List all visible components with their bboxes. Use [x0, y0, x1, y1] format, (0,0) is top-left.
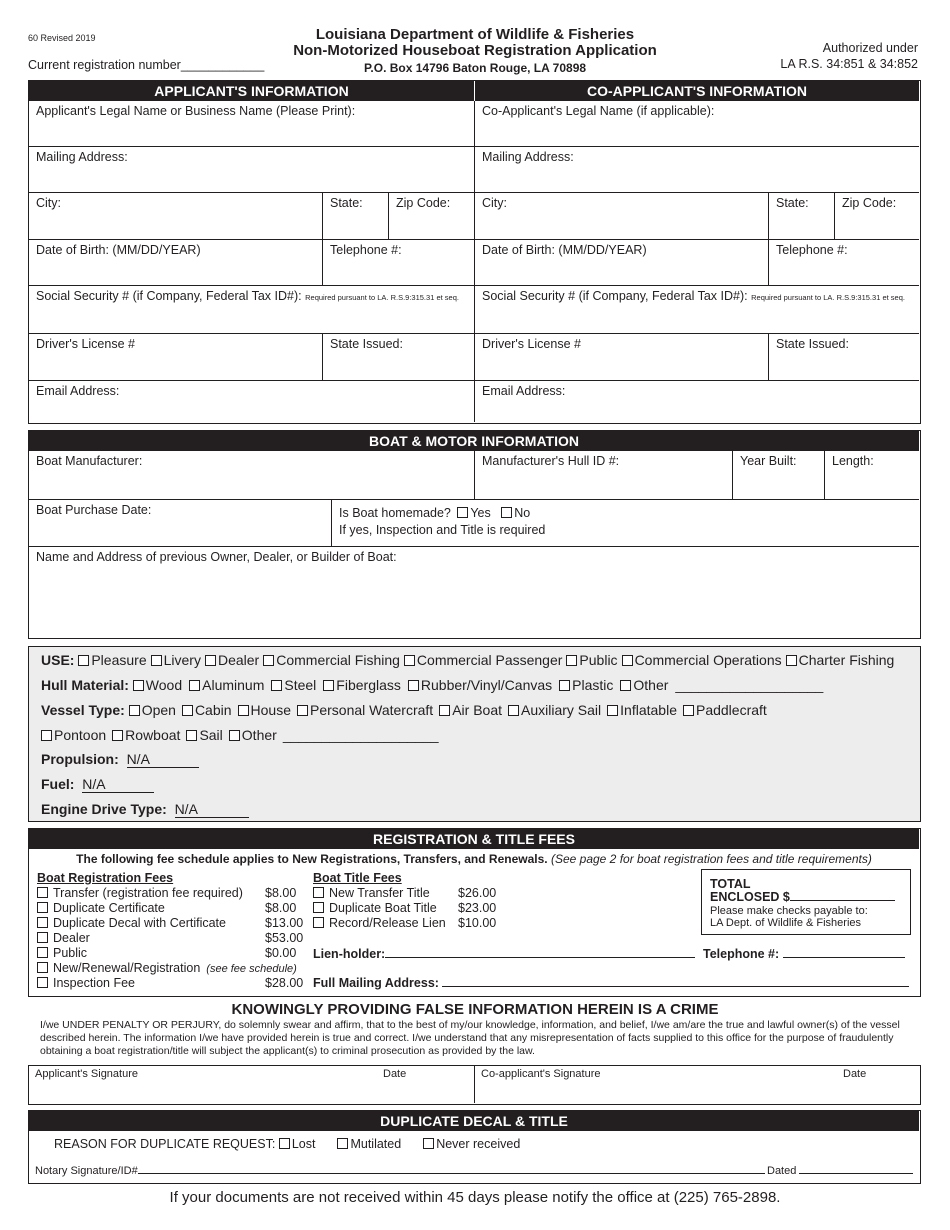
applicant-name-field[interactable] — [29, 101, 475, 147]
coapplicant-zip-field[interactable] — [835, 193, 919, 240]
vessel-option-label: Sail — [199, 727, 223, 743]
applicant-state-issued-field[interactable] — [323, 334, 475, 381]
coapplicant-mailing-label: Mailing Address: — [482, 150, 574, 164]
homemade-no-label: No — [514, 506, 531, 520]
coapplicant-state-issued-label: State Issued: — [776, 337, 849, 351]
hull-id-label: Manufacturer's Hull ID #: — [482, 454, 620, 468]
vessel-option-label: Inflatable — [620, 702, 677, 718]
signature-section — [28, 1065, 921, 1105]
vessel-option-label: Auxiliary Sail — [521, 702, 602, 718]
applicant-phone-label: Telephone #: — [330, 243, 402, 257]
title-fee-price: $23.00 — [458, 901, 497, 915]
use-checkbox[interactable] — [78, 655, 89, 666]
hull-option-label: Other — [633, 677, 669, 693]
hull-option-label: Plastic — [572, 677, 614, 693]
homemade-field — [332, 500, 919, 547]
notary-field[interactable] — [138, 1165, 765, 1174]
fees-intro-bold: The following fee schedule applies to New Registrations, Transfers, and Renewals. — [76, 852, 548, 866]
authorized-statute: LA R.S. 34:851 & 34:852 — [780, 57, 918, 71]
boat-manufacturer-field[interactable] — [29, 451, 475, 500]
total-label: TOTAL — [710, 877, 751, 891]
applicant-ssn-label: Social Security # (if Company, Federal Tax ID#): — [36, 289, 302, 303]
duplicate-reason-option-lost[interactable] — [279, 1137, 316, 1151]
use-checkbox[interactable] — [404, 655, 415, 666]
vessel-label: Vessel Type: — [41, 702, 125, 718]
vessel-option-pontoon[interactable] — [41, 727, 106, 743]
applicant-date-label: Date — [383, 1068, 407, 1080]
use-checkbox[interactable] — [205, 655, 216, 666]
applicant-dob-label: Date of Birth: (MM/DD/YEAR) — [36, 243, 201, 257]
propulsion-value[interactable]: N/A — [127, 751, 199, 768]
homemade-note: If yes, Inspection and Title is required — [339, 523, 546, 537]
registration-fee-label: Dealer — [53, 931, 90, 945]
hull-checkbox[interactable] — [189, 680, 200, 691]
notary-row — [35, 1165, 765, 1177]
revision-label: 60 Revised 2019 — [28, 33, 96, 43]
use-option-commercial-passenger[interactable] — [404, 652, 563, 668]
coapplicant-state-field[interactable] — [769, 193, 835, 240]
lien-phone-row — [703, 947, 905, 961]
applicant-ssn-note: Required pursuant to LA. R.S.9:315.31 et seq. — [305, 293, 459, 302]
duplicate-reason-checkbox[interactable] — [423, 1138, 434, 1149]
applicant-mailing-label: Mailing Address: — [36, 150, 128, 164]
use-checkbox[interactable] — [263, 655, 274, 666]
fuel-row — [41, 776, 154, 793]
coapplicant-heading: CO-APPLICANT'S INFORMATION — [475, 81, 919, 101]
use-option-label: Public — [579, 652, 618, 668]
registration-fee-price: $28.00 — [265, 976, 304, 990]
use-row — [41, 652, 898, 668]
registration-fee-row[interactable] — [37, 886, 297, 900]
hull-checkbox[interactable] — [559, 680, 570, 691]
vessel-checkbox[interactable] — [186, 730, 197, 741]
vessel-option-label: Cabin — [194, 702, 232, 718]
duplicate-section — [28, 1110, 921, 1184]
vessel-option-label: Paddlecraft — [695, 702, 767, 718]
hull-checkbox[interactable] — [323, 680, 334, 691]
vessel-checkbox[interactable] — [129, 705, 140, 716]
vessel-option-label: Air Boat — [452, 702, 503, 718]
use-option-label: Charter Fishing — [798, 652, 895, 668]
registration-fee-checkbox[interactable] — [37, 962, 48, 973]
coapplicant-name-label: Co-Applicant's Legal Name (if applicable): — [482, 104, 715, 118]
coapplicant-email-field[interactable] — [475, 381, 919, 422]
vessel-option-rowboat[interactable] — [112, 727, 180, 743]
registration-fee-label: Duplicate Certificate — [53, 901, 165, 915]
title-fee-price: $26.00 — [458, 886, 497, 900]
lien-mailing-row — [313, 976, 909, 990]
applicant-ssn-field[interactable] — [29, 286, 475, 334]
applicant-mailing-field[interactable] — [29, 147, 475, 193]
registration-fee-label: Inspection Fee — [53, 976, 135, 990]
registration-fee-checkbox[interactable] — [37, 887, 48, 898]
duplicate-reason-option-mutilated[interactable] — [337, 1137, 401, 1151]
homemade-label: Is Boat homemade? — [339, 506, 451, 520]
hull-checkbox[interactable] — [620, 680, 631, 691]
applicant-dl-field[interactable] — [29, 334, 323, 381]
registration-fee-price: $0.00 — [265, 946, 297, 960]
use-label: USE: — [41, 652, 75, 668]
vessel-options — [129, 702, 773, 718]
registration-fee-row[interactable] — [37, 916, 304, 930]
use-option-dealer[interactable] — [205, 652, 259, 668]
vessel-checkbox[interactable] — [297, 705, 308, 716]
vessel-option-label: Open — [141, 702, 176, 718]
hull-option-plastic[interactable] — [559, 677, 613, 693]
payable-to-name: LA Dept. of Wildlife & Fisheries — [710, 917, 862, 929]
applicant-name-label: Applicant's Legal Name or Business Name (Please Print): — [36, 104, 356, 118]
enclosed-amount-field[interactable] — [790, 891, 895, 901]
duplicate-reason-label: REASON FOR DUPLICATE REQUEST: — [54, 1137, 276, 1151]
vessel-option-other[interactable] — [229, 727, 277, 743]
crime-heading: KNOWINGLY PROVIDING FALSE INFORMATION HEREIN IS A CRIME — [231, 1001, 719, 1018]
coapplicant-ssn-field[interactable] — [475, 286, 919, 334]
vessel-option-cabin[interactable] — [182, 702, 232, 718]
dated-row — [767, 1165, 913, 1177]
year-built-label: Year Built: — [740, 454, 797, 468]
fuel-label: Fuel: — [41, 776, 75, 792]
vessel-option-personal-watercraft[interactable] — [297, 702, 433, 718]
renewal-note: (see fee schedule) — [206, 963, 297, 975]
fees-intro — [29, 852, 919, 866]
length-label: Length: — [832, 454, 874, 468]
hull-label: Hull Material: — [41, 677, 129, 693]
form-title-agency: Louisiana Department of Wildlife & Fisheries — [315, 26, 635, 43]
homemade-yes-checkbox[interactable] — [457, 507, 468, 518]
lienholder-row — [313, 947, 695, 961]
enclosed-label: ENCLOSED $ — [710, 890, 790, 904]
homemade-no-checkbox[interactable] — [501, 507, 512, 518]
title-fee-label: Duplicate Boat Title — [329, 901, 437, 915]
fees-intro-italic: (See page 2 for boat registration fees and title requirements) — [550, 852, 872, 866]
registration-fee-row[interactable] — [37, 946, 297, 960]
vessel-option-label: Other — [241, 727, 277, 743]
hull-option-steel[interactable] — [271, 677, 316, 693]
coapplicant-dl-label: Driver's License # — [482, 337, 581, 351]
registration-fee-row[interactable] — [37, 976, 304, 990]
vessel-checkbox[interactable] — [182, 705, 193, 716]
vessel-option-air-boat[interactable] — [439, 702, 502, 718]
registration-fee-label: Public — [53, 946, 88, 960]
use-options — [78, 652, 898, 668]
length-field[interactable] — [825, 451, 919, 500]
duplicate-reason-row — [54, 1137, 542, 1151]
applicant-city-label: City: — [36, 196, 61, 210]
coapplicant-phone-label: Telephone #: — [776, 243, 848, 257]
use-option-livery[interactable] — [151, 652, 201, 668]
vessel-option-house[interactable] — [238, 702, 291, 718]
applicant-phone-field[interactable] — [323, 240, 475, 286]
coapplicant-dob-field[interactable] — [475, 240, 769, 286]
hull-option-label: Steel — [284, 677, 317, 693]
propulsion-label: Propulsion: — [41, 751, 119, 767]
engine-row — [41, 801, 249, 818]
payable-to-label: Please make checks payable to: — [710, 905, 868, 917]
total-box — [701, 869, 911, 935]
previous-owner-label: Name and Address of previous Owner, Dealer, or Builder of Boat: — [36, 550, 397, 564]
applicant-dob-field[interactable] — [29, 240, 323, 286]
coapplicant-signature-field[interactable] — [475, 1066, 919, 1103]
use-option-pleasure[interactable] — [78, 652, 146, 668]
hull-row — [41, 677, 823, 693]
applicant-email-label: Email Address: — [36, 384, 120, 398]
duplicate-reason-option-label: Lost — [291, 1137, 316, 1151]
duplicate-heading: DUPLICATE DECAL & TITLE — [29, 1111, 919, 1131]
coapplicant-name-field[interactable] — [475, 101, 919, 147]
title-fee-row[interactable] — [313, 916, 497, 930]
vessel-option-label: Rowboat — [125, 727, 181, 743]
previous-owner-field[interactable] — [29, 547, 919, 637]
applicant-zip-label: Zip Code: — [396, 196, 451, 210]
vessel-row — [41, 702, 773, 718]
lien-phone-label: Telephone #: — [703, 947, 780, 961]
applicant-city-field[interactable] — [29, 193, 323, 240]
vessel-option-inflatable[interactable] — [607, 702, 677, 718]
registration-fee-row[interactable] — [37, 901, 297, 915]
coapplicant-phone-field[interactable] — [769, 240, 919, 286]
vessel-row-2 — [41, 727, 439, 743]
duplicate-reason-checkbox[interactable] — [279, 1138, 290, 1149]
hull-option-wood[interactable] — [133, 677, 182, 693]
duplicate-reason-option-never-received[interactable] — [423, 1137, 520, 1151]
registration-fee-price: $8.00 — [265, 901, 297, 915]
vessel-option-label: Personal Watercraft — [310, 702, 434, 718]
vessel-checkbox[interactable] — [508, 705, 519, 716]
use-section — [28, 646, 921, 822]
coapplicant-state-issued-field[interactable] — [769, 334, 919, 381]
vessel-option-label: House — [250, 702, 291, 718]
vessel-checkbox[interactable] — [238, 705, 249, 716]
applicant-heading: APPLICANT'S INFORMATION — [29, 81, 474, 101]
title-fee-checkbox[interactable] — [313, 917, 324, 928]
lien-mailing-field[interactable] — [442, 976, 909, 987]
coapplicant-mailing-field[interactable] — [475, 147, 919, 193]
use-checkbox[interactable] — [151, 655, 162, 666]
registration-fee-price: $8.00 — [265, 886, 297, 900]
coapplicant-signature-label: Co-applicant's Signature — [481, 1068, 601, 1080]
purchase-date-label: Boat Purchase Date: — [36, 503, 152, 517]
vessel-checkbox[interactable] — [41, 730, 52, 741]
title-fee-label: New Transfer Title — [329, 886, 430, 900]
title-fee-checkbox[interactable] — [313, 902, 324, 913]
form-title: Non-Motorized Houseboat Registration Application — [293, 42, 657, 59]
coapplicant-city-label: City: — [482, 196, 507, 210]
title-fee-price: $10.00 — [458, 916, 497, 930]
vessel-option-label: Pontoon — [54, 727, 107, 743]
dated-field[interactable] — [799, 1165, 913, 1174]
use-option-label: Commercial Operations — [634, 652, 782, 668]
agency-address: P.O. Box 14796 Baton Rouge, LA 70898 — [363, 61, 587, 75]
duplicate-reason-option-label: Mutilated — [350, 1137, 402, 1151]
registration-fees-title: Boat Registration Fees — [37, 871, 174, 885]
coapplicant-dl-field[interactable] — [475, 334, 769, 381]
lien-phone-field[interactable] — [783, 947, 905, 958]
engine-value[interactable]: N/A — [175, 801, 249, 818]
applicant-zip-field[interactable] — [389, 193, 475, 240]
boat-section — [28, 430, 921, 639]
hull-option-other[interactable] — [620, 677, 668, 693]
hull-option-rubber-vinyl-canvas[interactable] — [408, 677, 552, 693]
registration-fee-label: New/Renewal/Registration — [53, 961, 201, 975]
fees-section — [28, 828, 921, 997]
registration-fee-checkbox[interactable] — [37, 977, 48, 988]
registration-fee-checkbox[interactable] — [37, 917, 48, 928]
registration-fee-checkbox[interactable] — [37, 902, 48, 913]
coapplicant-city-field[interactable] — [475, 193, 769, 240]
registration-fee-price: $53.00 — [265, 931, 304, 945]
use-option-public[interactable] — [566, 652, 617, 668]
coapplicant-ssn-note: Required pursuant to LA. R.S.9:315.31 et seq. — [751, 293, 905, 302]
lien-mailing-label: Full Mailing Address: — [313, 976, 439, 990]
use-option-label: Dealer — [217, 652, 260, 668]
applicant-signature-field[interactable] — [29, 1066, 475, 1103]
use-option-label: Commercial Passenger — [416, 652, 563, 668]
vessel-other-line[interactable]: ____________________ — [282, 727, 439, 743]
boat-manufacturer-label: Boat Manufacturer: — [36, 454, 143, 468]
applicant-dl-label: Driver's License # — [36, 337, 135, 351]
applicant-state-label: State: — [330, 196, 363, 210]
registration-fee-row[interactable] — [37, 931, 304, 945]
hull-other-line[interactable]: ___________________ — [675, 677, 824, 693]
hull-option-label: Rubber/Vinyl/Canvas — [420, 677, 553, 693]
vessel-checkbox[interactable] — [607, 705, 618, 716]
title-fee-row[interactable] — [313, 901, 497, 915]
registration-fee-checkbox[interactable] — [37, 947, 48, 958]
applicant-signature-label: Applicant's Signature — [35, 1068, 138, 1080]
year-built-field[interactable] — [733, 451, 825, 500]
use-option-label: Commercial Fishing — [276, 652, 400, 668]
fuel-value[interactable]: N/A — [82, 776, 154, 793]
boat-heading: BOAT & MOTOR INFORMATION — [29, 431, 919, 451]
notary-label: Notary Signature/ID# — [35, 1165, 138, 1177]
vessel-checkbox[interactable] — [229, 730, 240, 741]
current-registration-line[interactable]: ____________ — [180, 58, 265, 72]
hull-checkbox[interactable] — [133, 680, 144, 691]
coapplicant-state-label: State: — [776, 196, 809, 210]
homemade-yes-label: Yes — [470, 506, 491, 520]
vessel-checkbox[interactable] — [112, 730, 123, 741]
hull-options — [133, 677, 676, 693]
applicant-email-field[interactable] — [29, 381, 475, 422]
lienholder-field[interactable] — [385, 947, 695, 958]
use-checkbox[interactable] — [622, 655, 633, 666]
title-fee-row[interactable] — [313, 886, 497, 900]
hull-checkbox[interactable] — [271, 680, 282, 691]
fees-heading: REGISTRATION & TITLE FEES — [29, 829, 919, 849]
crime-statement: I/we UNDER PENALTY OR PERJURY, do solemnly swear and affirm, that to the best of my/our knowledge, information, and belief, I/we am/are the true and lawful owner(s) of the vessel described herein. The information I/we have provided herein is true and correct. I/we understand that any misrepresentation of facts supplied to this office for the purpose of fraudulently obtaining a boat registration/title will subject the applicant(s) to criminal prosecution as provided by the law. — [40, 1019, 900, 1057]
applicant-state-issued-label: State Issued: — [330, 337, 403, 351]
engine-label: Engine Drive Type: — [41, 801, 167, 817]
vessel-option-auxiliary-sail[interactable] — [508, 702, 601, 718]
purchase-date-field[interactable] — [29, 500, 332, 547]
vessel-option-paddlecraft[interactable] — [683, 702, 767, 718]
hull-checkbox[interactable] — [408, 680, 419, 691]
use-option-charter-fishing[interactable] — [786, 652, 895, 668]
current-registration-text: Current registration number — [28, 58, 181, 72]
vessel-checkbox[interactable] — [683, 705, 694, 716]
vessel-option-sail[interactable] — [186, 727, 222, 743]
coapplicant-zip-label: Zip Code: — [842, 196, 897, 210]
registration-fee-row[interactable] — [37, 961, 297, 975]
hull-option-aluminum[interactable] — [189, 677, 264, 693]
registration-fee-label: Duplicate Decal with Certificate — [53, 916, 226, 930]
vessel-options-2 — [41, 727, 283, 743]
use-checkbox[interactable] — [786, 655, 797, 666]
dated-label: Dated — [767, 1165, 797, 1177]
registration-fee-label: Transfer (registration fee required) — [53, 886, 243, 900]
vessel-checkbox[interactable] — [439, 705, 450, 716]
registration-fee-price: $13.00 — [265, 916, 304, 930]
use-option-label: Livery — [163, 652, 201, 668]
title-fee-label: Record/Release Lien — [329, 916, 446, 930]
use-option-commercial-operations[interactable] — [622, 652, 782, 668]
registration-fee-checkbox[interactable] — [37, 932, 48, 943]
lienholder-label: Lien-holder: — [313, 947, 386, 961]
hull-option-label: Wood — [145, 677, 183, 693]
use-option-commercial-fishing[interactable] — [263, 652, 400, 668]
vessel-option-open[interactable] — [129, 702, 176, 718]
footer-notice: If your documents are not received within 45 days please notify the office at (225) 765-2898. — [169, 1189, 781, 1206]
duplicate-options — [279, 1137, 542, 1151]
coapplicant-dob-label: Date of Birth: (MM/DD/YEAR) — [482, 243, 647, 257]
applicant-section — [28, 80, 921, 424]
hull-option-fiberglass[interactable] — [323, 677, 401, 693]
coapplicant-ssn-label: Social Security # (if Company, Federal Tax ID#): — [482, 289, 748, 303]
applicant-state-field[interactable] — [323, 193, 389, 240]
coapplicant-email-label: Email Address: — [482, 384, 566, 398]
title-fee-checkbox[interactable] — [313, 887, 324, 898]
duplicate-reason-option-label: Never received — [436, 1137, 521, 1151]
title-fees-title: Boat Title Fees — [313, 871, 402, 885]
hull-option-label: Fiberglass — [336, 677, 401, 693]
duplicate-reason-checkbox[interactable] — [337, 1138, 348, 1149]
coapplicant-date-label: Date — [843, 1068, 867, 1080]
authorized-under: Authorized under — [822, 41, 918, 55]
propulsion-row — [41, 751, 199, 768]
use-checkbox[interactable] — [566, 655, 577, 666]
hull-option-label: Aluminum — [202, 677, 265, 693]
use-option-label: Pleasure — [91, 652, 147, 668]
hull-id-field[interactable] — [475, 451, 733, 500]
